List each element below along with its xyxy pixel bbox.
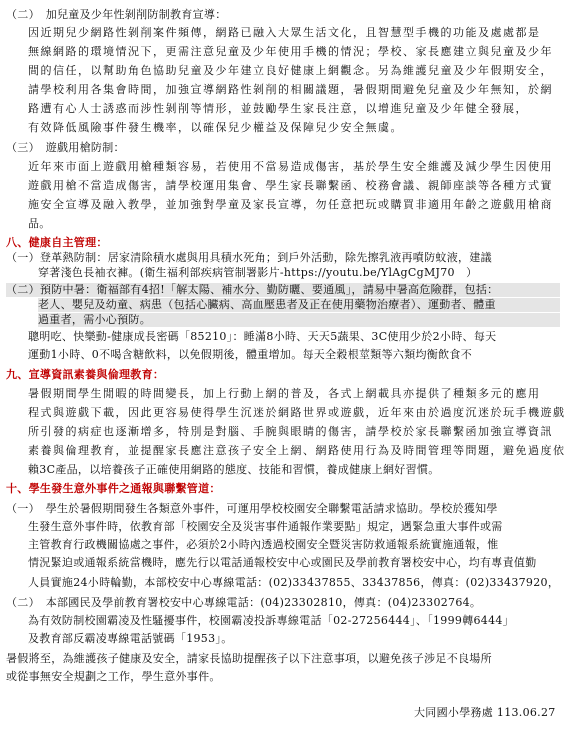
section-9-para: 暑假期間學生閒暇的時間變長，加上行動上網的普及，各式上網載具亦提供了種類多元的應用 xyxy=(28,387,541,400)
section-9-para: 賴3C產品，以培養孩子正確使用網路的態度、技能和習慣，養成健康上網好習慣。 xyxy=(28,463,440,476)
section-3-para: 施安全宣導及融入教學，並加強對學童及家長宣導，勿任意把玩或購買非適用年齡之遊戲用槍商 xyxy=(28,198,553,211)
section-2-para: 有效降低風險事件發生機率，以確保兒少權益及保障兒少安全無虞。 xyxy=(28,121,403,134)
section-2-para: 路遭有心人士誘惑而涉性剝削等情形，並鼓勵學生家長注意，以增進兒童及少年健全發展， xyxy=(28,102,528,115)
item-8-2: （二）預防中暑：衛福部有4招!「解太陽、補水分、勤防曬、要通風」，請易中暑高危險群，包括： xyxy=(6,283,560,297)
section-9-para: 程式與遊戲下載，因此更容易使得學生沉迷於網路世界或遊戲，近年來由於過度沉迷於玩手機遊戲 xyxy=(28,406,566,419)
item-10-2: 為有效防制校園霸凌及性騷擾事件，校園霸凌投訴專線電話「02-27256444」、「1999轉6444」 xyxy=(28,614,514,627)
section-3-para: 近年來市面上遊戲用槍種類容易，若使用不當易造成傷害，基於學生安全維護及減少學生因使用 xyxy=(28,160,553,173)
item-8-2: 老人、嬰兒及幼童、病患（包括心臟病、高血壓患者及正在使用藥物治療者）、運動者、體重 xyxy=(38,298,560,312)
item-8-1: （一）登革熱防制：居家清除積水處與用具積水死角；到戶外活動，除先擦乳液再噴防蚊液，建議 xyxy=(6,251,492,264)
section-2-para: 請學校利用各集會時間，加強宣導網路性剝削的相關議題，暑假期間避免兒童及少年無知，於網 xyxy=(28,83,553,96)
section-2-para: 間的信任，以幫助角色協助兒童及少年建立良好健康上網觀念。另為維護兒童及少年假期安全， xyxy=(28,64,553,77)
section-2-para: 無線網路的環境情況下，更需注意兒童及少年使用手機的情況；學校、家長應建立與兒童及少年 xyxy=(28,45,553,58)
item-10-1: 主管教育行政機關協處之事件，必須於2小時內透過校園安全暨災害防救通報系統實施通報，惟 xyxy=(28,538,499,551)
item-10-1: 情況緊迫或通報系統當機時，應先行以電話通報校安中心或園民及學前教育署校安中心，均有專責值勤 xyxy=(28,556,537,569)
section-3-title: （三） 遊戲用槍防制： xyxy=(6,141,125,154)
item-8-2: 過重者，需小心預防。 xyxy=(38,313,560,327)
item-8-3: 聰明吃、快樂動-健康成長密碼「85210」：睡滿8小時、天天5蔬果、3C使用少於2小時、每天 xyxy=(28,330,497,343)
item-10-2: 及教育部反霸凌專線電話號碼「1953」。 xyxy=(28,632,233,645)
item-10-1: 人員實施24小時輪勤，本部校安中心專線電話：(02)33437855、33437856，傳真：(02)33437920， xyxy=(28,576,560,589)
section-3-para: 遊戲用槍不當造成傷害，請學校運用集會、學生家長聯繫函、校務會議、親師座談等各種方式實 xyxy=(28,179,553,192)
heading-8: 八、健康自主管理： xyxy=(6,236,108,249)
heading-9: 九、宣導資訊素養與倫理教育： xyxy=(6,368,165,381)
item-10-1: 生發生意外事件時，依教育部「校園安全及災害事件通報作業要點」規定，遇緊急重大事件或需 xyxy=(28,520,503,533)
heading-10: 十、學生發生意外事件之通報與聯繫管道： xyxy=(6,482,221,495)
section-2-title: （二） 加兒童及少年性剝削防制教育宣導： xyxy=(6,8,227,21)
item-8-1: 穿著淺色長袖衣褲。(衛生福利部疾病管制署影片-https://youtu.be/YlAgCgMJ70 ） xyxy=(38,266,478,279)
item-10-2: （二） 本部國民及學前教育署校安中心專線電話：(04)23302810，傳真：(04)23302764。 xyxy=(6,596,482,609)
closing-para: 暑假將至，為維護孩子健康及安全，請家長協助提醒孩子以下注意事項，以避免孩子涉足不良場所 xyxy=(6,652,492,665)
section-9-para: 所引發的病症也逐漸增多，特別是對腦、手腕與眼睛的傷害，請學校於家長聯繫函加強宣導資訊 xyxy=(28,425,553,438)
section-3-para: 品。 xyxy=(28,217,51,230)
closing-para: 或從事無安全規劃之工作，學生意外事件。 xyxy=(6,670,221,683)
section-2-para: 因近期兒少網路性剝削案件頻傳，網路已融入大眾生活文化，且智慧型手機的功能及處處都是 xyxy=(28,26,541,39)
section-9-para: 素養與倫理教育，並提醒家長應注意孩子安全上網、網路使用行為及時間管理等問題，避免過度依 xyxy=(28,444,566,457)
signature: 大同國小學務處 113.06.27 xyxy=(414,706,556,719)
item-10-1: （一） 學生於暑假期間發生各類意外事件，可運用學校校園安全聯繫電話請求協助。學校於獲知學 xyxy=(6,502,498,515)
item-8-3: 運動1小時、0不喝含糖飲料，以免假期後，體重增加。每天全穀根莖類等六類均衡飲食不 xyxy=(28,348,472,361)
